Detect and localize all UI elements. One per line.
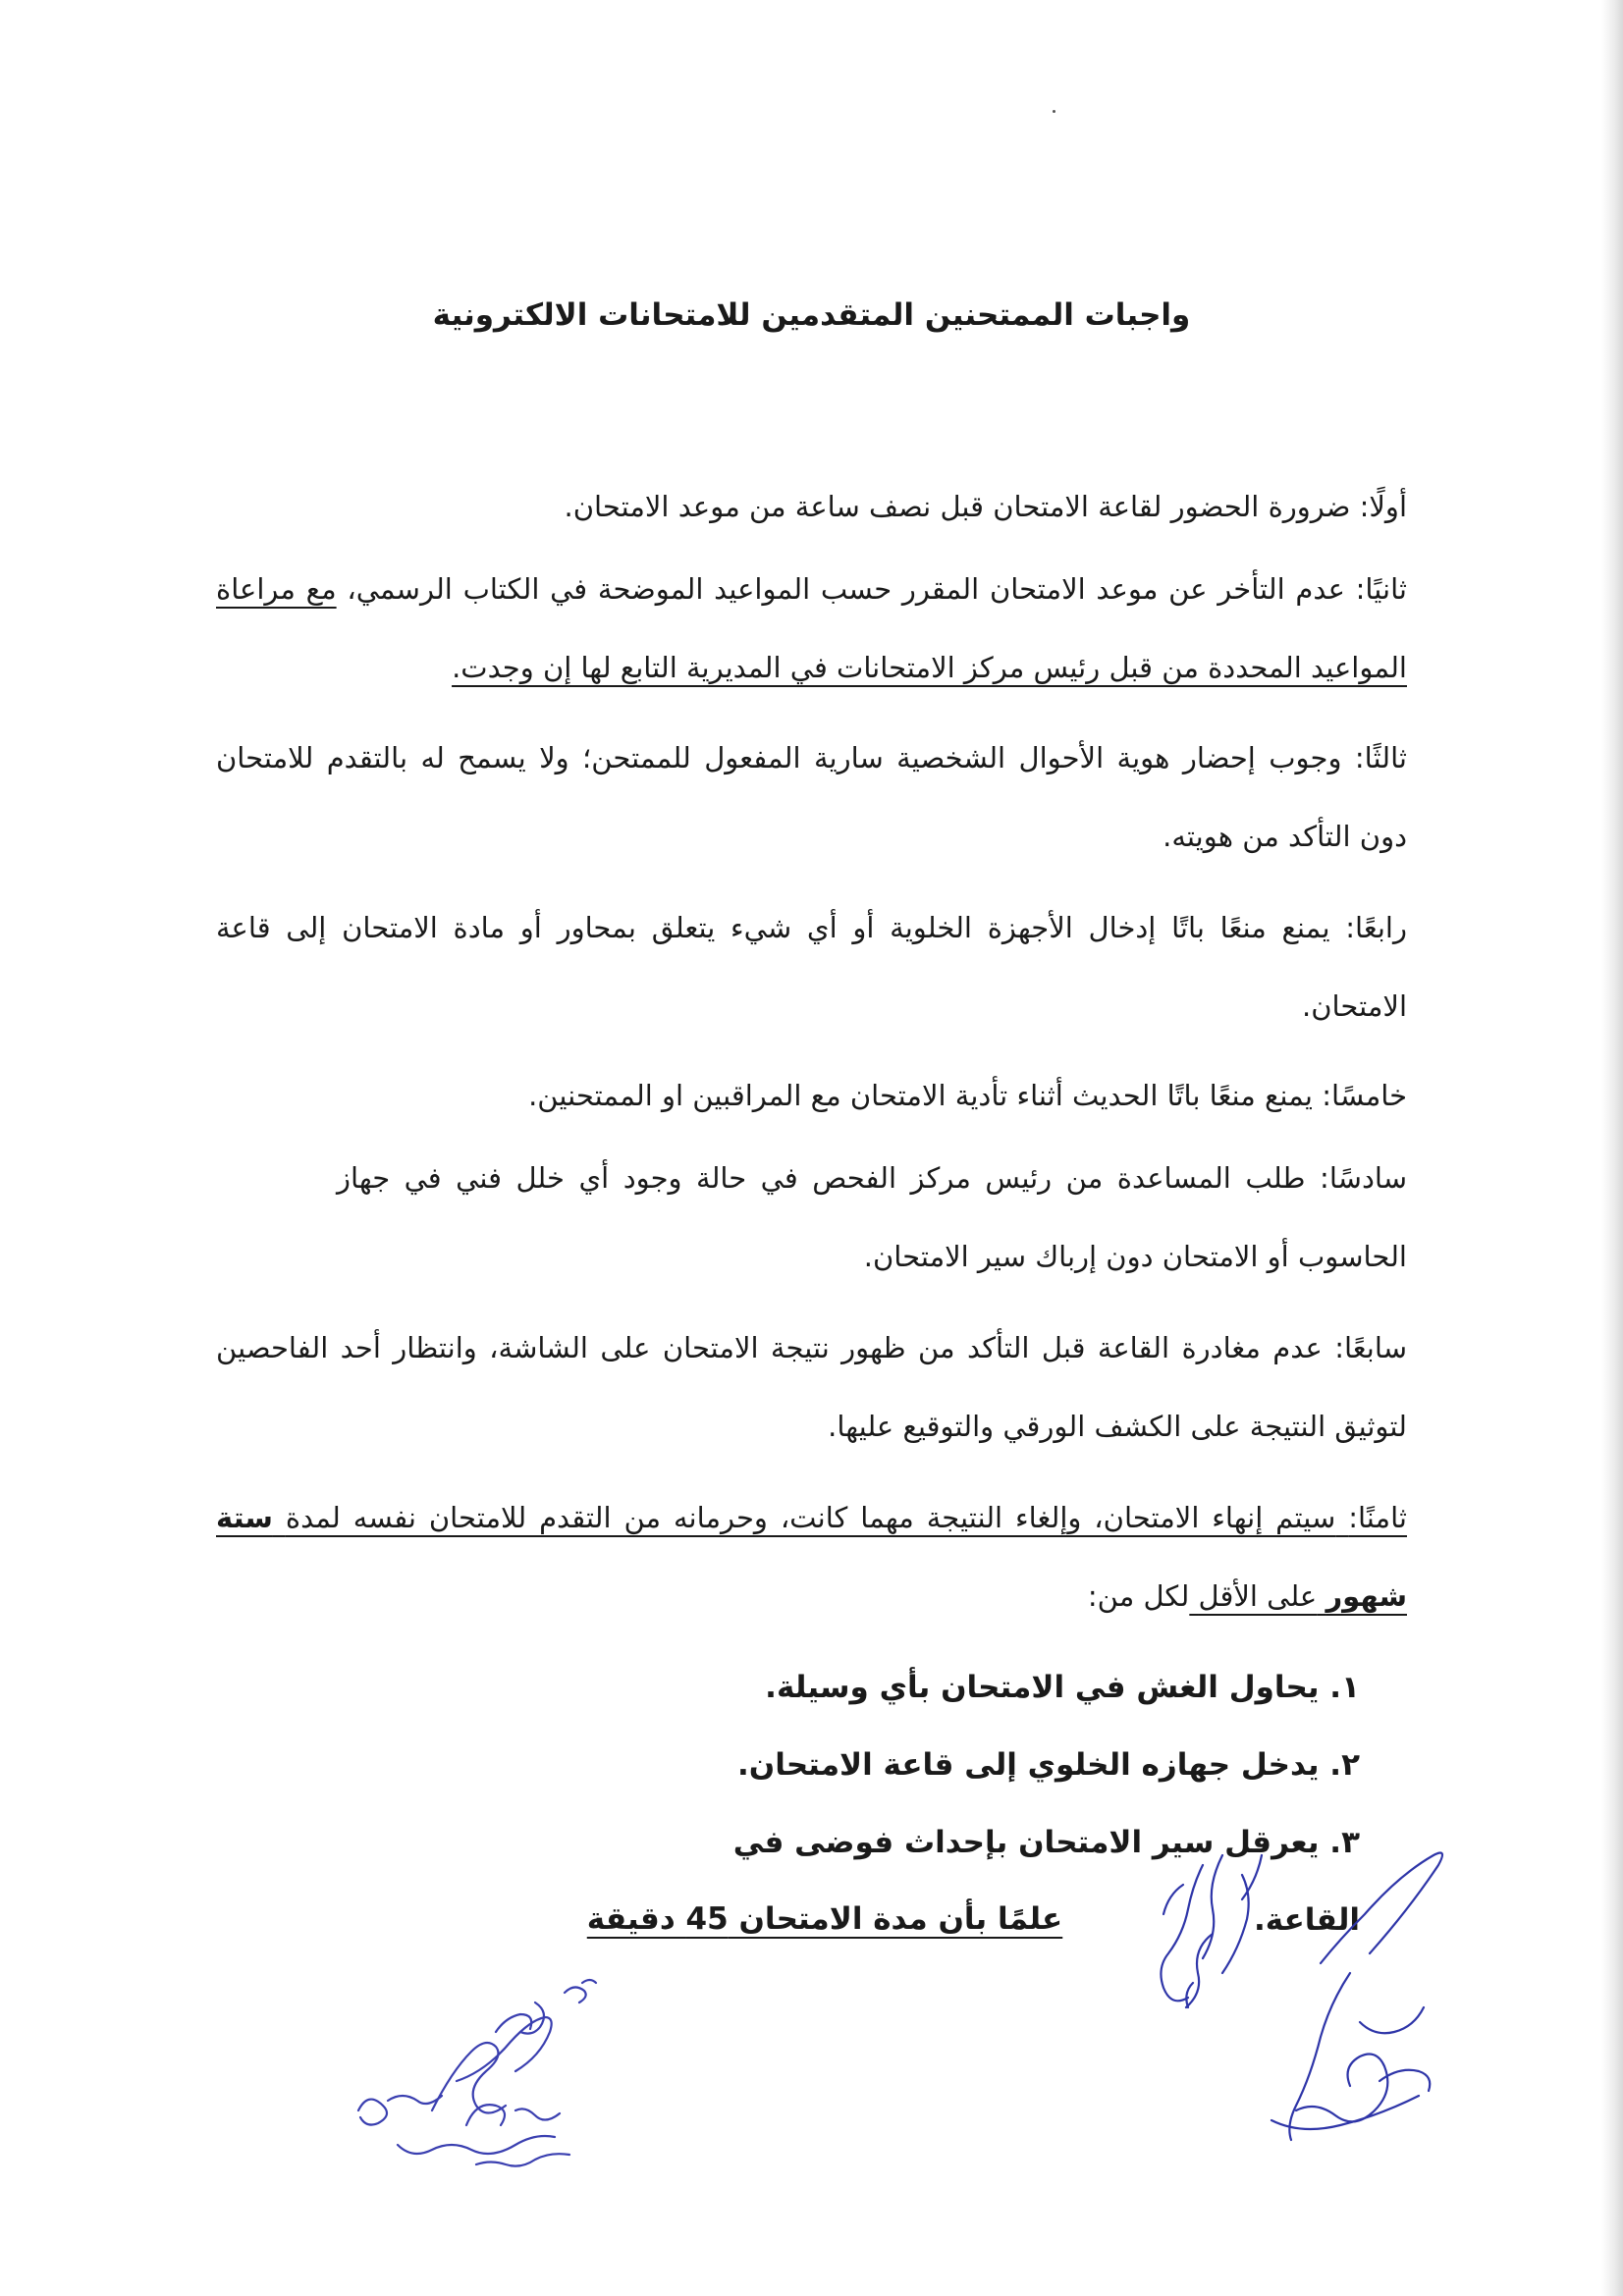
document-title: واجبات الممتحنين المتقدمين للامتحانات الالكترونية bbox=[432, 297, 1191, 333]
rule-item-2 bbox=[216, 550, 1407, 707]
exam-duration-note: علمًا بأن مدة الامتحان 45 دقيقة bbox=[586, 1901, 1063, 1937]
handwritten-signature-left bbox=[339, 1963, 633, 2189]
rule-item-3 bbox=[216, 719, 1407, 876]
rule-text: على الأقل bbox=[1198, 1579, 1318, 1613]
list-item: ٢. يدخل جهازه الخلوي إلى قاعة الامتحان. bbox=[736, 1747, 1360, 1783]
rule-ordinal: سابعًا: bbox=[1334, 1331, 1407, 1364]
rule-item-8 bbox=[216, 1478, 1407, 1635]
rule-text-underlined: مع مراعاة المواعيد المحددة من قبل رئيس مركز الامتحانات في المديرية التابع لها إن وجدت. bbox=[216, 572, 1407, 684]
rule-ordinal: ثالثًا: bbox=[1354, 741, 1407, 774]
rule-item-6 bbox=[337, 1139, 1407, 1296]
rule-item-4 bbox=[216, 888, 1407, 1045]
rule-text: يمنع منعًا باتًا إدخال الأجهزة الخلوية أو أي شيء يتعلق بمحاور أو مادة الامتحان إلى قاعة الامتحان. bbox=[216, 911, 1407, 1023]
rule-ordinal: ثامنًا: bbox=[1348, 1501, 1408, 1534]
rule-text: عدم التأخر عن موعد الامتحان المقرر حسب المواعيد الموضحة في الكتاب الرسمي، bbox=[347, 572, 1345, 606]
rule-item-5 bbox=[216, 1056, 1407, 1135]
rule-text: ضرورة الحضور لقاعة الامتحان قبل نصف ساعة من موعد الامتحان. bbox=[564, 490, 1351, 523]
rule-ordinal: خامسًا: bbox=[1322, 1079, 1407, 1112]
rule-ordinal: أولًا: bbox=[1359, 490, 1407, 523]
rule-text: سيتم إنهاء الامتحان، وإلغاء النتيجة مهما كانت، وحرمانه من التقدم للامتحان نفسه لمدة bbox=[285, 1501, 1336, 1534]
rule-item-1 bbox=[216, 467, 1407, 546]
handwritten-signature-right bbox=[1124, 1826, 1458, 2160]
rule-text-bold: ستة شهور bbox=[216, 1501, 1407, 1613]
rule-text-tail: لكل من: bbox=[1087, 1579, 1190, 1613]
list-item: ١. يحاول الغش في الامتحان بأي وسيلة. bbox=[765, 1670, 1360, 1705]
rule-text: وجوب إحضار هوية الأحوال الشخصية سارية المفعول للممتحن؛ ولا يسمح له بالتقدم للامتحان دون التأكد من هويته. bbox=[216, 741, 1407, 853]
rule-ordinal: ثانيًا: bbox=[1355, 572, 1407, 606]
rule-item-7 bbox=[216, 1308, 1407, 1466]
rule-ordinal: رابعًا: bbox=[1345, 911, 1407, 944]
rule-text: عدم مغادرة القاعة قبل التأكد من ظهور نتيجة الامتحان على الشاشة، وانتظار أحد الفاحصين لتوثيق النتيجة على الكشف الورقي والتوقيع عليها. bbox=[216, 1331, 1407, 1443]
rule-ordinal: سادسًا: bbox=[1320, 1161, 1408, 1195]
list-item: ٣. يعرقل سير الامتحان بإحداث فوضى في القاعة. bbox=[732, 1825, 1360, 1938]
rule-text: يمنع منعًا باتًا الحديث أثناء تأدية الامتحان مع المراقبين او الممتحنين. bbox=[528, 1079, 1313, 1112]
rule-text: طلب المساعدة من رئيس مركز الفحص في حالة وجود أي خلل فني في جهاز الحاسوب أو الامتحان دون إرباك سير الامتحان. bbox=[337, 1161, 1407, 1273]
